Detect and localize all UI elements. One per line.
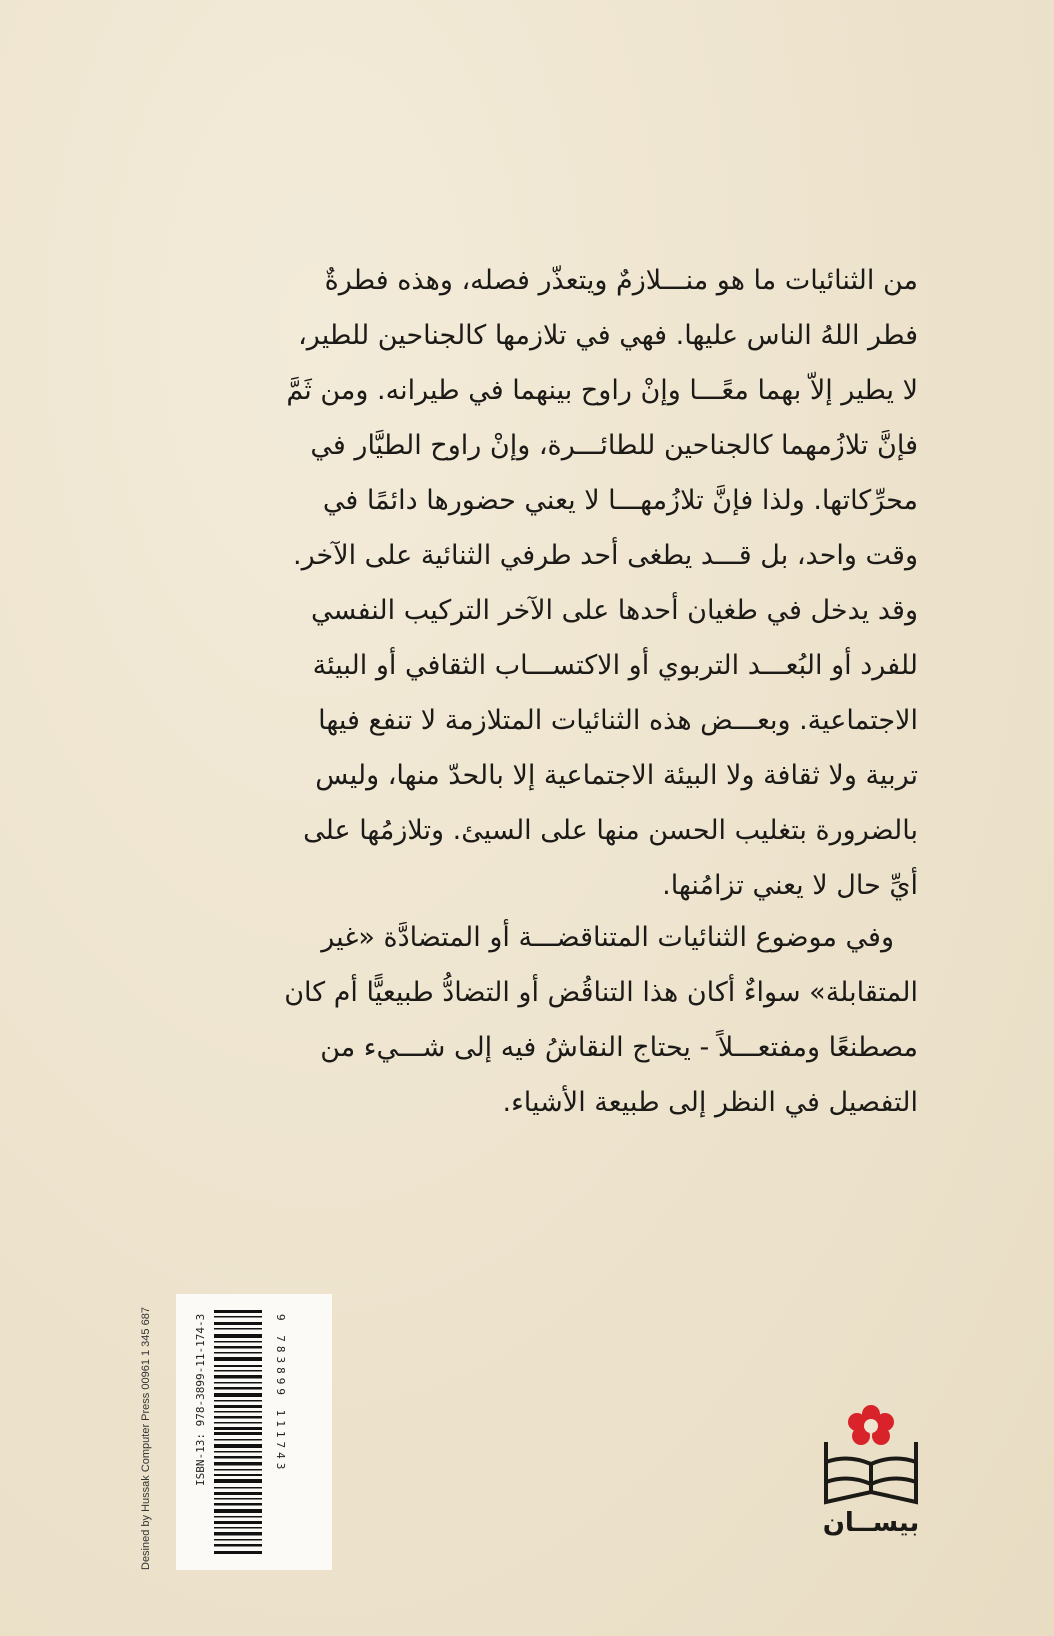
blurb-line: فطر اللهُ الناس عليها. فهي في تلازمها كالجناحين للطير،	[298, 320, 918, 351]
barcode-digits: 9 783899 111743	[274, 1314, 287, 1474]
barcode	[176, 1294, 332, 1570]
blurb-line: للفرد أو البُعـــد التربوي أو الاكتســـاب الثقافي أو البيئة	[312, 650, 918, 681]
blurb-line: التفصيل في النظر إلى طبيعة الأشياء.	[502, 1087, 918, 1118]
blurb-line: لا يطير إلاّ بهما معًـــا وإنْ راوح بينهما في طيرانه. ومن ثَمَّ	[286, 375, 918, 406]
barcode-bars	[214, 1308, 262, 1556]
blurb-line: وفي موضوع الثنائيات المتناقضـــة أو المتضادَّة «غير	[321, 922, 894, 953]
blurb-line: بالضرورة بتغليب الحسن منها على السيئ. وتلازمُها على	[303, 815, 918, 846]
designer-credit: Desined by Hussak Computer Press 00961 1 345 687	[140, 1307, 152, 1570]
blurb-paragraph-1	[286, 253, 918, 913]
blurb-paragraph-2	[284, 910, 918, 1130]
blurb-line: تربية ولا ثقافة ولا البيئة الاجتماعية إلا بالحدّ منها، وليس	[315, 760, 918, 791]
blurb-line: فإنَّ تلازُمهما كالجناحين للطائـــرة، وإنْ راوح الطيَّار في	[310, 430, 918, 461]
blurb-line: وقد يدخل في طغيان أحدها على الآخر التركيب النفسي	[310, 595, 918, 626]
publisher-name: بيســان	[822, 1508, 920, 1538]
blurb-line: مصطنعًا ومفتعـــلاً - يحتاج النقاشُ فيه إلى شـــيء من	[320, 1032, 918, 1063]
blurb-line: الاجتماعية. وبعـــض هذه الثنائيات المتلازمة لا تنفع فيها	[318, 705, 918, 736]
blurb-line: محرِّكاتها. ولذا فإنَّ تلازُمهـــا لا يعني حضورها دائمًا في	[322, 485, 918, 516]
blurb-line: وقت واحد، بل قـــد يطغى أحد طرفي الثنائية على الآخر.	[293, 540, 918, 571]
blurb-line: المتقابلة» سواءٌ أكان هذا التناقُض أو التضادُّ طبيعيًّا أم كان	[284, 977, 918, 1008]
isbn-text: ISBN-13: 978-3899-11-174-3	[194, 1314, 207, 1487]
blurb-line: من الثنائيات ما هو منـــلازمٌ ويتعذّر فصله، وهذه فطرةٌ	[324, 265, 918, 296]
blurb-line: أيِّ حال لا يعني تزامُنها.	[662, 870, 918, 901]
